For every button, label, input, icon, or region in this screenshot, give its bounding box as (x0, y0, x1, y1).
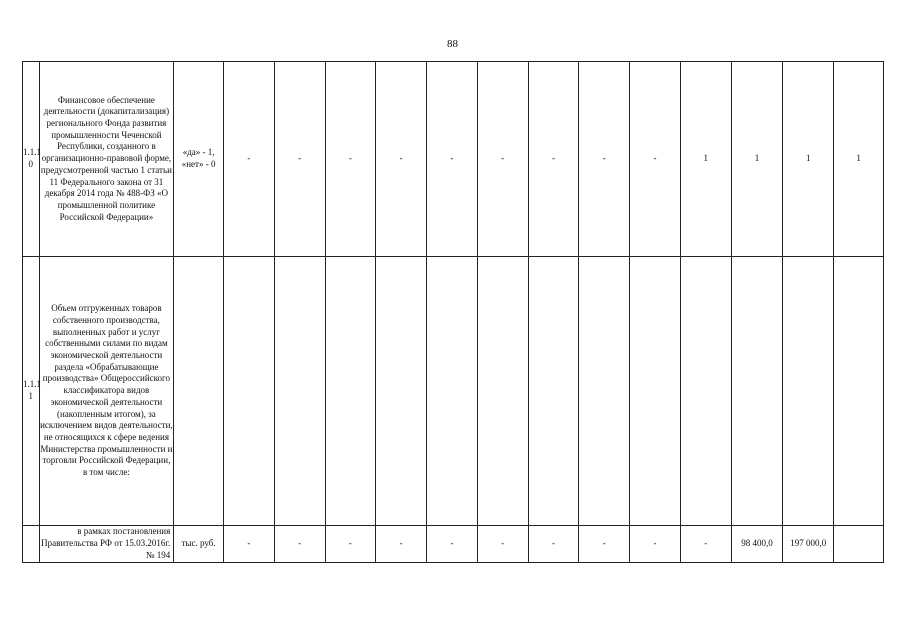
value-cell (783, 257, 834, 526)
row-number (23, 526, 40, 563)
value-cell: - (528, 526, 579, 563)
value-cell: 1 (680, 62, 731, 257)
value-cell (579, 257, 630, 526)
value-cell: - (223, 526, 274, 563)
value-cell: - (630, 62, 681, 257)
value-cell: - (274, 62, 325, 257)
table-row (23, 526, 884, 563)
value-cell: - (376, 526, 427, 563)
value-cell: 1 (783, 62, 834, 257)
value-cell: 98 400,0 (731, 526, 783, 563)
value-cell: - (427, 526, 478, 563)
value-cell: - (427, 62, 478, 257)
value-cell (731, 257, 783, 526)
value-cell: - (223, 62, 274, 257)
value-cell: - (680, 526, 731, 563)
unit-cell: тыс. руб. (174, 526, 224, 563)
value-cell (477, 257, 528, 526)
value-cell: - (477, 62, 528, 257)
indicator-name: в рамках постановления Правительства РФ от 15.03.2016г. № 194 (39, 526, 174, 563)
indicator-name: Объем отгруженных товаров собственного производства, выполненных работ и услуг собственными силами по видам экономической деятельности раздела «Обрабатывающие производства» Общероссийского классификатора видов экономической деятельности (накопленным итогом), за исключением видов деятельности, не относящихся к сфере ведения Министерства промышленности и торговли Российской Федерации, в том числе: (39, 257, 174, 526)
value-cell (325, 257, 376, 526)
unit-cell: «да» - 1, «нет» - 0 (174, 62, 224, 257)
value-cell: - (325, 526, 376, 563)
indicator-name: Финансовое обеспечение деятельности (докапитализация) регионального Фонда развития промышленности Чеченской Республики, созданного в организационно-правовой форме, предусмотренной частью 1 статьи 11 Федерального закона от 31 декабря 2014 года № 488-ФЗ «О промышленной политике Российской Федерации» (39, 62, 174, 257)
row-number: 1.1.1 1 (23, 257, 40, 526)
value-cell: - (376, 62, 427, 257)
value-cell: - (325, 62, 376, 257)
unit-cell (174, 257, 224, 526)
value-cell (427, 257, 478, 526)
value-cell (834, 526, 884, 563)
value-cell: - (579, 526, 630, 563)
value-cell (834, 257, 884, 526)
value-cell: 1 (731, 62, 783, 257)
value-cell (274, 257, 325, 526)
value-cell (223, 257, 274, 526)
value-cell: - (477, 526, 528, 563)
value-cell: 1 (834, 62, 884, 257)
table-row (23, 62, 884, 257)
value-cell (376, 257, 427, 526)
indicators-table (22, 61, 884, 563)
table-row (23, 257, 884, 526)
value-cell (528, 257, 579, 526)
value-cell (680, 257, 731, 526)
value-cell: - (579, 62, 630, 257)
page-number: 88 (447, 38, 458, 50)
value-cell: - (274, 526, 325, 563)
value-cell: - (630, 526, 681, 563)
value-cell: - (528, 62, 579, 257)
value-cell (630, 257, 681, 526)
row-number: 1.1.1 0 (23, 62, 40, 257)
value-cell: 197 000,0 (783, 526, 834, 563)
